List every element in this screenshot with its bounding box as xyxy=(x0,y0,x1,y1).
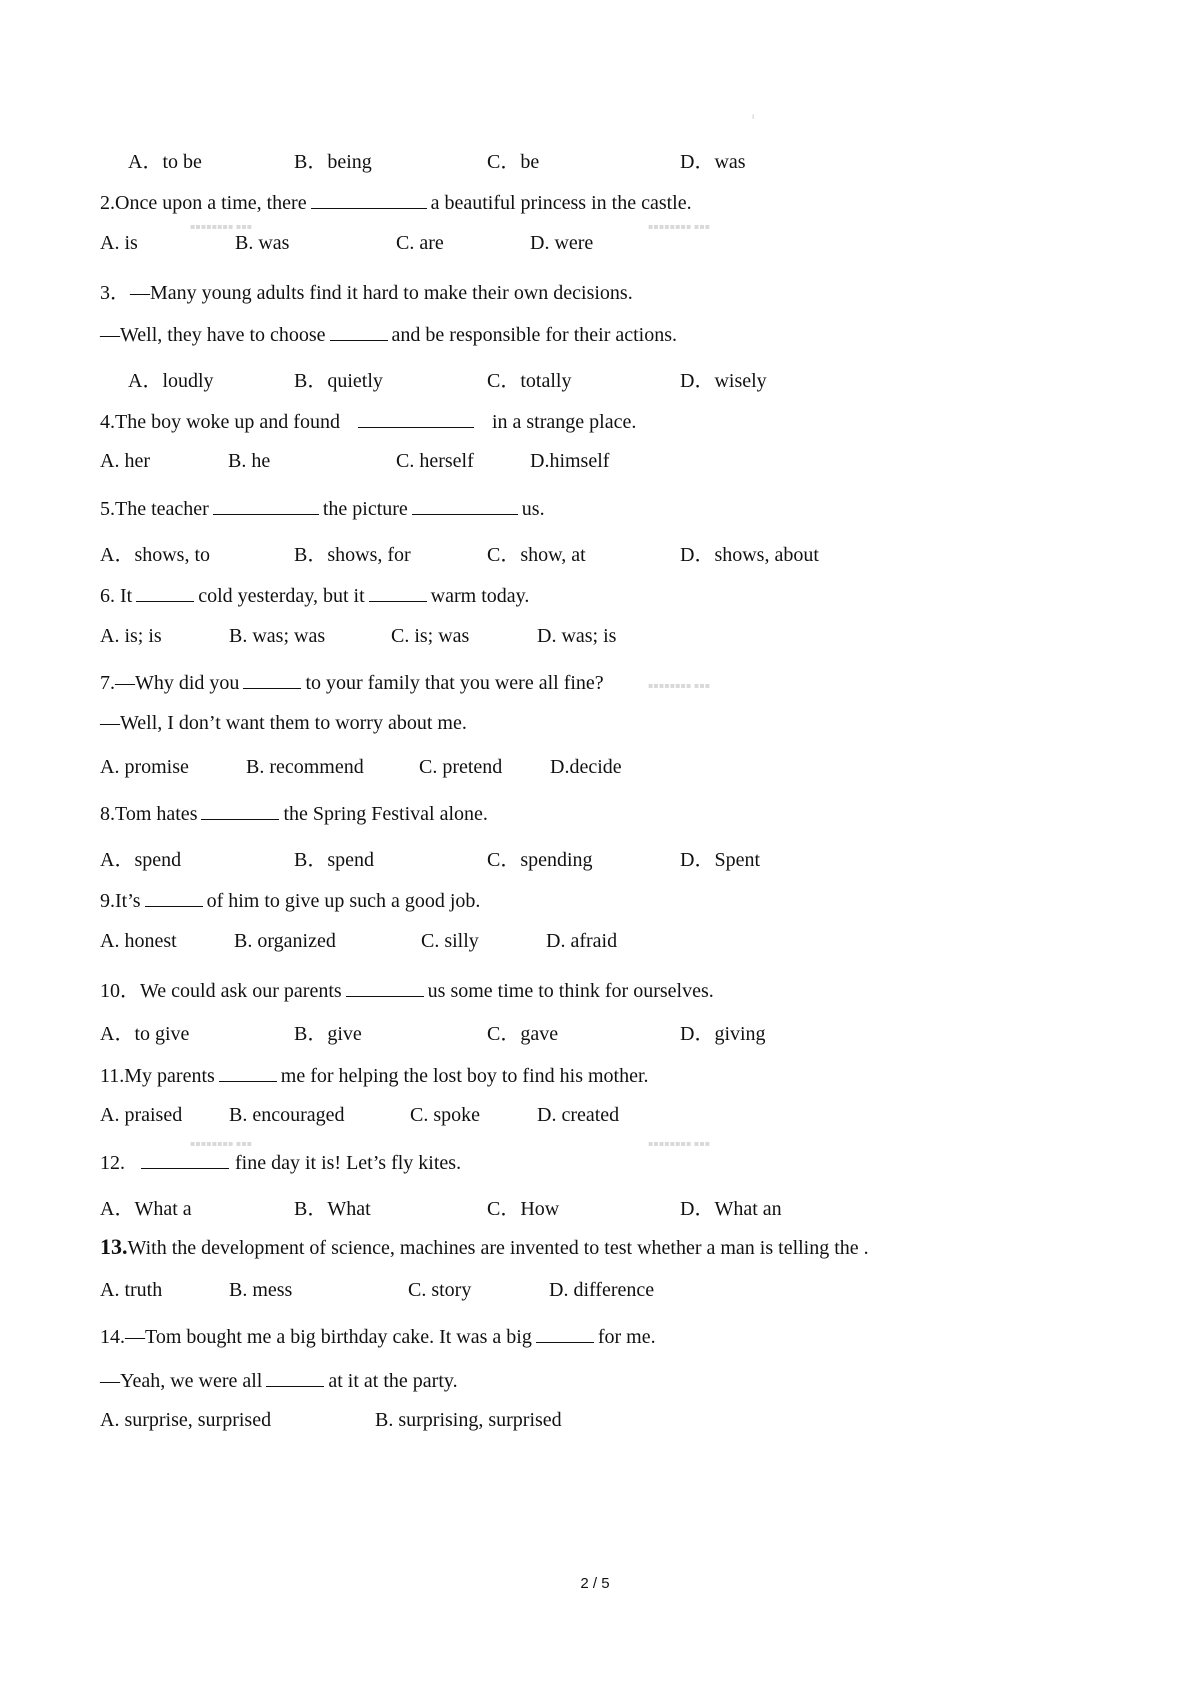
option-b: B．spend xyxy=(294,849,374,871)
option-d: D．What an xyxy=(680,1198,782,1220)
question-text: cold yesterday, but it xyxy=(198,585,365,607)
answer-blank xyxy=(201,799,279,820)
answer-blank xyxy=(358,407,474,428)
question-number: 13. xyxy=(100,1234,128,1259)
option-a: A．to give xyxy=(100,1023,190,1045)
question-text: 12. xyxy=(100,1152,125,1174)
answer-blank xyxy=(141,1148,229,1169)
question-text: for me. xyxy=(597,1326,656,1348)
option-d: D. afraid xyxy=(546,930,618,952)
watermark: ▪▪▪▪▪▪▪▪ ▪▪▪ xyxy=(648,1139,711,1148)
option-b: B. recommend xyxy=(246,756,364,778)
option-a: A．shows, to xyxy=(100,544,211,566)
question-text: fine day it is! Let’s fly kites. xyxy=(235,1152,462,1174)
question-text: us some time to think for ourselves. xyxy=(427,980,714,1002)
option-c: C．spending xyxy=(487,849,593,871)
option-c: C. silly xyxy=(421,930,479,952)
question-6 xyxy=(100,581,529,608)
option-b: B．give xyxy=(294,1023,362,1045)
option-d: D.himself xyxy=(530,450,610,472)
option-b: B. surprising, surprised xyxy=(375,1409,562,1431)
answer-blank xyxy=(369,581,427,602)
question-text: warm today. xyxy=(430,585,530,607)
question-text: 7.—Why did you xyxy=(100,672,240,694)
option-a: A．loudly xyxy=(128,370,214,392)
option-c: C．totally xyxy=(487,370,572,392)
question-text: a beautiful princess in the castle. xyxy=(430,192,692,214)
answer-blank xyxy=(136,581,194,602)
question-7 xyxy=(100,668,604,695)
question-text: the picture xyxy=(322,498,408,520)
option-d: D. was; is xyxy=(537,625,617,647)
question-8 xyxy=(100,799,488,826)
watermark: ▪▪▪▪▪▪▪▪ ▪▪▪ xyxy=(648,222,711,231)
answer-blank xyxy=(412,494,518,515)
option-d: D. difference xyxy=(549,1279,655,1301)
option-c: C. herself xyxy=(396,450,474,472)
question-12 xyxy=(100,1148,461,1175)
question-text: 8.Tom hates xyxy=(100,803,198,825)
option-d: D．wisely xyxy=(680,370,767,392)
corner-mark: ı xyxy=(752,112,755,121)
option-b: B．shows, for xyxy=(294,544,411,566)
question-5 xyxy=(100,494,545,521)
question-text: me for helping the lost boy to find his mother. xyxy=(280,1065,649,1087)
option-c: C. spoke xyxy=(410,1104,480,1126)
question-text: the Spring Festival alone. xyxy=(283,803,488,825)
question-text: 6. It xyxy=(100,585,133,607)
option-c: C. is; was xyxy=(391,625,470,647)
question-4 xyxy=(100,407,636,434)
question-text: 11.My parents xyxy=(100,1065,215,1087)
option-c: C. are xyxy=(396,232,444,254)
question-11 xyxy=(100,1061,649,1088)
answer-blank xyxy=(330,320,388,341)
question-13 xyxy=(100,1234,869,1260)
option-a: A．spend xyxy=(100,849,182,871)
watermark: ▪▪▪▪▪▪▪▪ ▪▪▪ xyxy=(190,1139,253,1148)
question-text: —Well, they have to choose xyxy=(100,324,326,346)
option-b: B. mess xyxy=(229,1279,293,1301)
option-b: B. he xyxy=(228,450,271,472)
watermark: ▪▪▪▪▪▪▪▪ ▪▪▪ xyxy=(190,222,253,231)
option-a: A．What a xyxy=(100,1198,192,1220)
answer-blank xyxy=(536,1322,594,1343)
option-c: C. pretend xyxy=(419,756,503,778)
question-text: to your family that you were all fine? xyxy=(305,672,604,694)
question-text: —Well, I don’t want them to worry about me. xyxy=(100,712,467,734)
question-text: us. xyxy=(521,498,545,520)
option-c: C．show, at xyxy=(487,544,586,566)
answer-blank xyxy=(219,1061,277,1082)
answer-blank xyxy=(213,494,319,515)
option-d: D．was xyxy=(680,151,746,173)
option-a: A. promise xyxy=(100,756,189,778)
option-b: B．quietly xyxy=(294,370,383,392)
option-a: A. is xyxy=(100,232,138,254)
question-text: and be responsible for their actions. xyxy=(391,324,678,346)
watermark: ▪▪▪▪▪▪▪▪ ▪▪▪ xyxy=(648,681,711,690)
question-text: at it at the party. xyxy=(328,1370,458,1392)
question-10 xyxy=(100,974,714,1003)
option-a: A. truth xyxy=(100,1279,163,1301)
question-text: 14.—Tom bought me a big birthday cake. It was a big xyxy=(100,1326,532,1348)
option-d: D．Spent xyxy=(680,849,760,871)
option-a: A. surprise, surprised xyxy=(100,1409,272,1431)
option-d: D. were xyxy=(530,232,594,254)
option-a: A. her xyxy=(100,450,150,472)
answer-blank xyxy=(346,976,424,997)
option-c: C．be xyxy=(487,151,540,173)
question-14-reply xyxy=(100,1366,458,1393)
option-b: B. encouraged xyxy=(229,1104,345,1126)
option-b: B. organized xyxy=(234,930,336,952)
question-text: 2.Once upon a time, there xyxy=(100,192,307,214)
question-text: of him to give up such a good job. xyxy=(206,890,481,912)
option-c: C．gave xyxy=(487,1023,559,1045)
question-3-reply xyxy=(100,320,677,347)
answer-blank xyxy=(266,1366,324,1387)
question-14 xyxy=(100,1322,656,1349)
question-text: —Yeah, we were all xyxy=(100,1370,263,1392)
question-9 xyxy=(100,886,480,913)
option-c: C. story xyxy=(408,1279,472,1301)
option-d: D.decide xyxy=(550,756,622,778)
question-text: in a strange place. xyxy=(491,411,637,433)
question-text: 4.The boy woke up and found xyxy=(100,411,340,433)
question-7-reply xyxy=(100,712,467,735)
option-a: A. is; is xyxy=(100,625,162,647)
option-b: B. was; was xyxy=(229,625,326,647)
question-2 xyxy=(100,188,692,215)
page-number: 2 / 5 xyxy=(580,1575,610,1592)
question-text: 3．—Many young adults find it hard to make their own decisions. xyxy=(100,282,633,304)
question-text: With the development of science, machines are invented to test whether a man is telling the . xyxy=(127,1237,869,1259)
option-d: D. created xyxy=(537,1104,620,1126)
question-3 xyxy=(100,276,633,305)
answer-blank xyxy=(243,668,301,689)
question-text: 5.The teacher xyxy=(100,498,209,520)
option-d: D．shows, about xyxy=(680,544,819,566)
option-a: A. honest xyxy=(100,930,177,952)
option-a: A．to be xyxy=(128,151,202,173)
option-a: A. praised xyxy=(100,1104,183,1126)
option-c: C．How xyxy=(487,1198,560,1220)
option-b: B. was xyxy=(235,232,290,254)
question-text: 10．We could ask our parents xyxy=(100,980,342,1002)
option-b: B．What xyxy=(294,1198,371,1220)
answer-blank xyxy=(145,886,203,907)
option-d: D．giving xyxy=(680,1023,766,1045)
answer-blank xyxy=(311,188,427,209)
question-text: 9.It’s xyxy=(100,890,141,912)
option-b: B．being xyxy=(294,151,372,173)
